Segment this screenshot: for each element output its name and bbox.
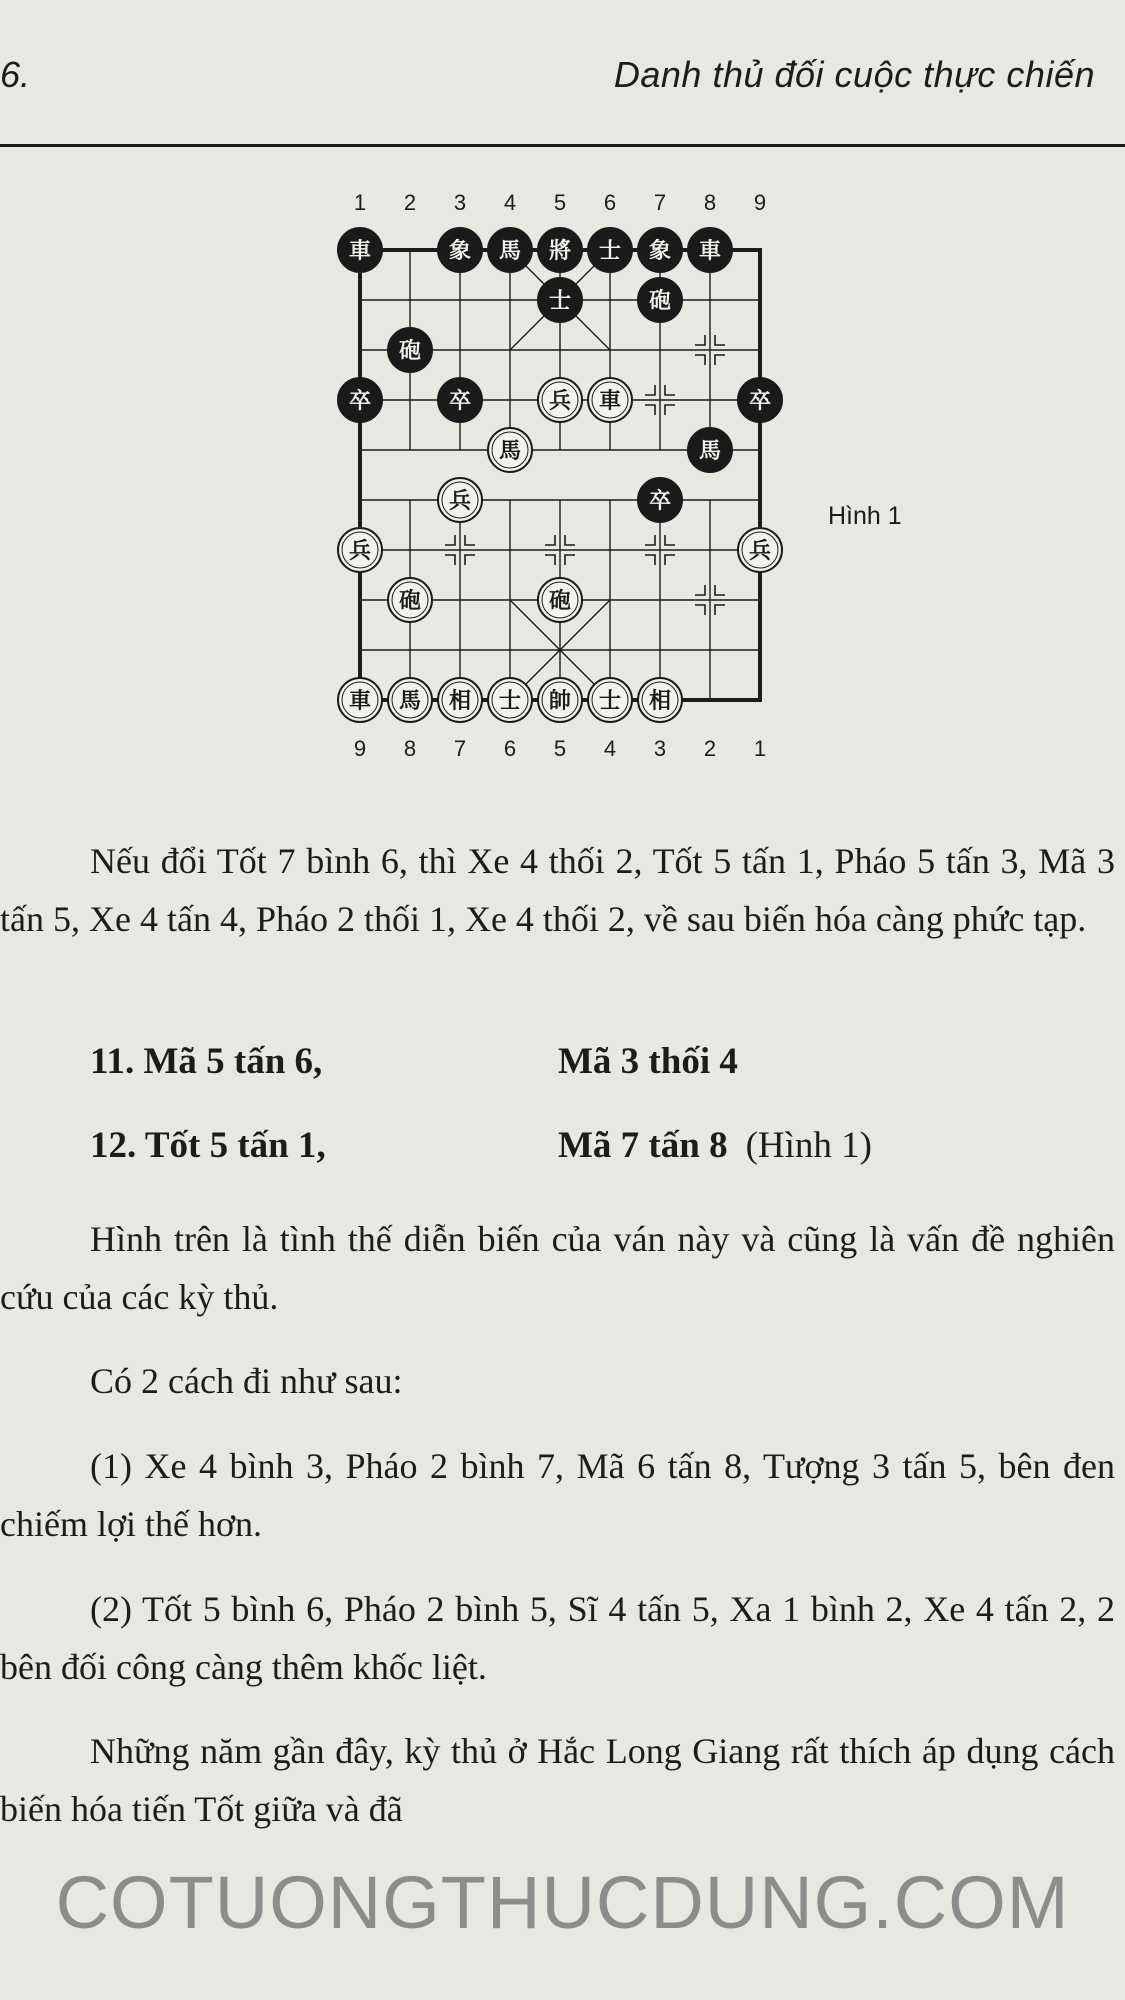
red-piece-glyph: 相 <box>648 689 672 714</box>
move-12 <box>90 1124 872 1167</box>
position-marker <box>465 555 475 565</box>
position-marker <box>695 605 705 615</box>
red-piece-glyph: 兵 <box>348 539 372 564</box>
black-piece-glyph: 象 <box>648 239 672 264</box>
paragraph-option-1 <box>0 1437 1115 1553</box>
page-number: 6. <box>0 54 31 95</box>
paragraph-option-2 <box>0 1580 1115 1696</box>
red-piece-glyph: 車 <box>598 389 622 414</box>
move-11-red: 11. Mã 5 tấn 6, <box>90 1041 323 1082</box>
file-number: 5 <box>553 190 567 215</box>
position-marker <box>695 585 705 595</box>
position-marker <box>665 535 675 545</box>
paragraph-text: Có 2 cách đi như sau: <box>90 1361 403 1401</box>
file-number: 4 <box>603 736 617 761</box>
file-number: 2 <box>403 190 417 215</box>
file-number: 8 <box>403 736 417 761</box>
black-piece-glyph: 士 <box>548 289 572 314</box>
file-number: 8 <box>703 190 717 215</box>
watermark: COTUONGTHUCDUNG.COM <box>55 1861 1070 1944</box>
black-piece-glyph: 卒 <box>648 489 672 514</box>
file-number: 2 <box>703 736 717 761</box>
file-number: 3 <box>653 736 667 761</box>
file-number: 9 <box>353 736 367 761</box>
position-marker <box>645 555 655 565</box>
figure-reference: (Hình 1) <box>745 1125 872 1166</box>
paragraph-text: (2) Tốt 5 bình 6, Pháo 2 bình 5, Sĩ 4 tấn 5, Xa 1 bình 2, Xe 4 tấn 2, 2 bên đối công càng thêm khốc liệt. <box>0 1589 1115 1687</box>
file-number: 3 <box>453 190 467 215</box>
paragraph-situation <box>0 1210 1115 1326</box>
paragraph-text: Nếu đổi Tốt 7 bình 6, thì Xe 4 thối 2, Tốt 5 tấn 1, Pháo 5 tấn 3, Mã 3 tấn 5, Xe 4 tấn 4, Pháo 2 thối 1, Xe 4 thối 2, về sau biến hóa càng phức tạp. <box>0 841 1115 939</box>
position-marker <box>665 555 675 565</box>
red-piece-glyph: 砲 <box>398 589 422 614</box>
move-11-black: Mã 3 thối 4 <box>558 1041 738 1082</box>
black-piece-glyph: 車 <box>348 239 372 264</box>
red-piece-glyph: 砲 <box>548 589 572 614</box>
figure-label: Hình 1 <box>828 502 902 530</box>
black-piece-glyph: 馬 <box>498 239 522 264</box>
black-piece-glyph: 馬 <box>698 439 722 464</box>
file-number: 5 <box>553 736 567 761</box>
black-piece-glyph: 砲 <box>398 339 422 364</box>
position-marker <box>645 385 655 395</box>
file-number: 7 <box>653 190 667 215</box>
position-marker <box>715 605 725 615</box>
paragraph-intro <box>0 1352 1115 1410</box>
red-piece-glyph: 車 <box>348 689 372 714</box>
black-piece-glyph: 卒 <box>348 389 372 414</box>
position-marker <box>645 535 655 545</box>
position-marker <box>565 555 575 565</box>
paragraph-recent-years <box>0 1722 1115 1838</box>
black-piece-glyph: 車 <box>698 239 722 264</box>
chess-diagram <box>330 180 800 780</box>
paragraph-text: (1) Xe 4 bình 3, Pháo 2 bình 7, Mã 6 tấn 8, Tượng 3 tấn 5, bên đen chiếm lợi thế hơn. <box>0 1446 1115 1544</box>
position-marker <box>695 355 705 365</box>
red-piece-glyph: 相 <box>448 689 472 714</box>
black-piece-glyph: 卒 <box>448 389 472 414</box>
header-rule <box>0 144 1125 147</box>
position-marker <box>715 355 725 365</box>
position-marker <box>715 335 725 345</box>
file-number: 1 <box>753 736 767 761</box>
file-number: 6 <box>503 736 517 761</box>
position-marker <box>445 535 455 545</box>
xiangqi-board <box>330 180 800 780</box>
position-marker <box>545 555 555 565</box>
paragraph-text: Những năm gần đây, kỳ thủ ở Hắc Long Giang rất thích áp dụng cách biến hóa tiến Tốt giữa và đã <box>0 1731 1115 1829</box>
move-12-red: 12. Tốt 5 tấn 1, <box>90 1125 326 1166</box>
paragraph-variation <box>0 832 1115 948</box>
paragraph-text: Hình trên là tình thế diễn biến của ván này và cũng là vấn đề nghiên cứu của các kỳ thủ. <box>0 1219 1115 1317</box>
page-header <box>0 50 1125 110</box>
position-marker <box>695 335 705 345</box>
file-number: 1 <box>353 190 367 215</box>
position-marker <box>665 385 675 395</box>
red-piece-glyph: 兵 <box>448 489 472 514</box>
red-piece-glyph: 兵 <box>748 539 772 564</box>
red-piece-glyph: 士 <box>498 689 522 714</box>
red-piece-glyph: 兵 <box>548 389 572 414</box>
red-piece-glyph: 馬 <box>498 439 522 464</box>
black-piece-glyph: 士 <box>598 239 622 264</box>
position-marker <box>545 535 555 545</box>
position-marker <box>665 405 675 415</box>
file-number: 9 <box>753 190 767 215</box>
position-marker <box>565 535 575 545</box>
move-11 <box>90 1040 738 1083</box>
red-piece-glyph: 士 <box>598 689 622 714</box>
black-piece-glyph: 卒 <box>748 389 772 414</box>
file-number: 6 <box>603 190 617 215</box>
position-marker <box>645 405 655 415</box>
red-piece-glyph: 帥 <box>548 689 572 714</box>
black-piece-glyph: 將 <box>548 239 572 264</box>
file-number: 7 <box>453 736 467 761</box>
running-title: Danh thủ đối cuộc thực chiến <box>613 54 1095 95</box>
black-piece-glyph: 象 <box>448 239 472 264</box>
file-number: 4 <box>503 190 517 215</box>
position-marker <box>445 555 455 565</box>
red-piece-glyph: 馬 <box>398 689 422 714</box>
position-marker <box>715 585 725 595</box>
black-piece-glyph: 砲 <box>648 289 672 314</box>
position-marker <box>465 535 475 545</box>
move-12-black: Mã 7 tấn 8 <box>558 1125 728 1166</box>
